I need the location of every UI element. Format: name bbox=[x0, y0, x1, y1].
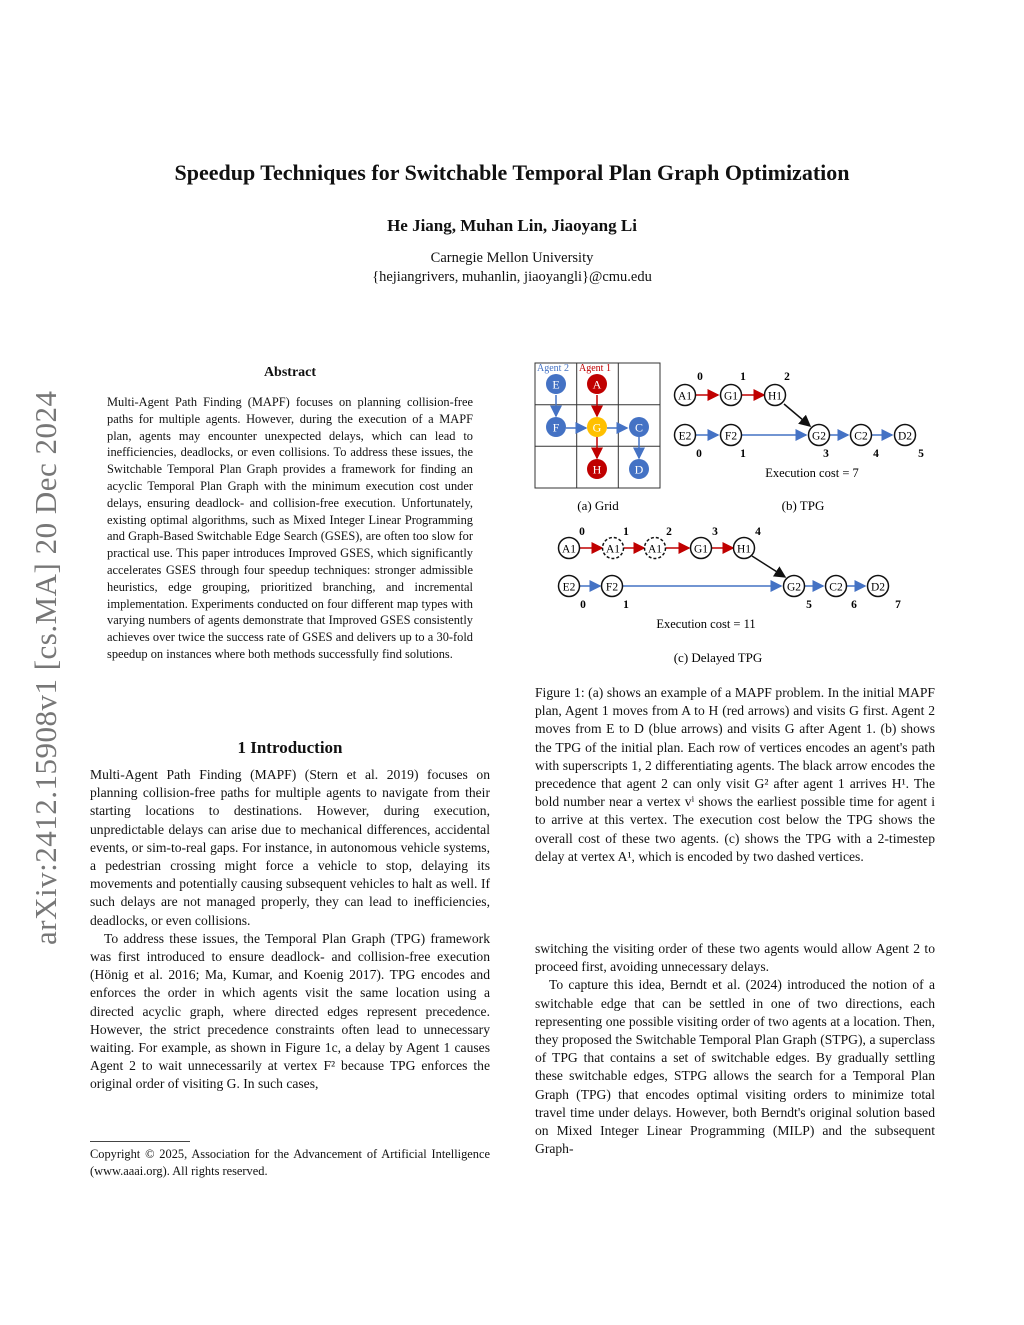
tpg-node-A1: A1 bbox=[677, 390, 693, 403]
right-paragraph-2: To capture this idea, Berndt et al. (2024) introduced the notion of a switchable edge that can be settled in one of two directions, each representing one possible visiting order of two agents at a location. Then, they proposed the Switchable Temporal Plan Graph (STPG), a superclass of TPG that contains a set of switchable edges. By gradually settling these switchable edges, STPG allows the search for a Temporal Plan Graph (TPG) that encodes optimal visiting orders to minimize total travel time under delays. However, both Berndt's original solution based on Mixed Integer Linear Programming (MILP) and the subsequent Graph- bbox=[535, 977, 935, 1157]
tpg-time-G1: 1 bbox=[740, 371, 746, 383]
delayed-time-0: 0 bbox=[579, 526, 585, 538]
tpg-node-C2: C2 bbox=[854, 430, 868, 443]
delayed-node-A1-wait-1: A1 bbox=[605, 543, 621, 556]
tpg-time-D2: 5 bbox=[918, 448, 924, 460]
arxiv-id: arXiv:2412.15908v1 [cs.MA] 20 Dec 2024 bbox=[28, 390, 63, 945]
delayed-tpg-panel bbox=[559, 526, 902, 631]
intro-paragraph-1: Multi-Agent Path Finding (MAPF) (Stern et al. 2019) focuses on planning collision-free paths for multiple agents to navigate from their starting locations to destinations. However, during execution, unpredictable delays can arise due to mechanical differences, accidental events, or sim-to-real gaps. For instance, in autonomous vehicle systems, a pedestrian crossing might force a vehicle to stop, delaying its movements and potentially causing subsequent vehicles to halt as well. If such delays are not managed properly, they can lead to inefficiencies, deadlocks, or even collisions. bbox=[90, 767, 490, 928]
delayed-node-E2: E2 bbox=[562, 581, 576, 594]
tpg-node-F2: F2 bbox=[724, 430, 738, 443]
delayed-node-G1: G1 bbox=[693, 543, 709, 556]
cell-A: A bbox=[592, 377, 602, 392]
delayed-time-G2: 5 bbox=[806, 599, 812, 611]
legend-agent1: Agent 1 bbox=[579, 363, 611, 374]
cell-E: E bbox=[552, 377, 560, 392]
delayed-time-3: 3 bbox=[712, 526, 718, 538]
tpg-panel bbox=[675, 371, 925, 480]
delayed-node-D2: D2 bbox=[870, 581, 886, 594]
right-column-body bbox=[535, 940, 935, 1158]
tpg-node-G2: G2 bbox=[811, 430, 827, 443]
cell-H: H bbox=[592, 462, 602, 477]
arxiv-stamp bbox=[18, 345, 63, 945]
abstract-heading: Abstract bbox=[263, 365, 317, 380]
legend-agent2: Agent 2 bbox=[537, 363, 569, 374]
paper-authors: He Jiang, Muhan Lin, Jiaoyang Li bbox=[387, 216, 637, 235]
grid-panel bbox=[535, 363, 660, 488]
delayed-time-1: 1 bbox=[623, 526, 629, 538]
delayed-node-F2: F2 bbox=[605, 581, 619, 594]
figure-1 bbox=[530, 355, 940, 670]
introduction-heading: 1 Introduction bbox=[237, 738, 343, 757]
tpg-node-H1: H1 bbox=[767, 390, 783, 403]
tpg-time-C2: 4 bbox=[873, 448, 879, 460]
figure-caption: Figure 1: (a) shows an example of a MAPF problem. In the initial MAPF plan, Agent 1 moves from A to H (red arrows) and visits G first. Agent 2 moves from E to D (blue arrows) and visits G after Agent 1. (b) shows the TPG of the initial plan. Each row of vertices encodes an agent's path with superscripts 1, 2 differentiating agents. The black arrow encodes the precedence that agent 2 can only visit G² after agent 1 arrives H¹. The bold number near a vertex vⁱ shows the earliest possible time for agent i to arrive at this vertex. The execution cost below the TPG shows the overall cost of these two agents. (c) shows the TPG with a 2-timestep delay at vertex A¹, which is encoded by two dashed vertices. bbox=[535, 685, 935, 864]
cell-F: F bbox=[552, 420, 560, 435]
delayed-time-4: 4 bbox=[755, 526, 761, 538]
right-paragraph-1: switching the visiting order of these two agents would allow Agent 2 to proceed first, avoiding unnecessary delays. bbox=[535, 941, 935, 975]
tpg-time-H1: 2 bbox=[784, 371, 790, 383]
introduction-body bbox=[90, 766, 490, 1094]
tpg-node-G1: G1 bbox=[723, 390, 739, 403]
figure-1-graphic bbox=[530, 355, 940, 670]
delayed-node-H1: H1 bbox=[736, 543, 752, 556]
delayed-cost: Execution cost = 11 bbox=[656, 617, 756, 631]
tpg-time-A1: 0 bbox=[697, 371, 703, 383]
tpg-cost: Execution cost = 7 bbox=[765, 466, 859, 480]
affiliation: Carnegie Mellon University bbox=[430, 250, 594, 266]
cell-D: D bbox=[634, 462, 644, 477]
delayed-node-A1-wait-2: A1 bbox=[647, 543, 663, 556]
delayed-time-2: 2 bbox=[666, 526, 672, 538]
delayed-time-E2: 0 bbox=[580, 599, 586, 611]
delayed-time-F2: 1 bbox=[623, 599, 629, 611]
delayed-time-C2: 6 bbox=[851, 599, 857, 611]
author-emails: {hejiangrivers, muhanlin, jiaoyangli}@cmu.edu bbox=[372, 269, 652, 285]
caption-c: (c) Delayed TPG bbox=[673, 650, 763, 665]
abstract-text: Multi-Agent Path Finding (MAPF) focuses on planning collision-free paths for multiple agents. However, during the execution of a MAPF plan, agents may encounter unexpected delays, which can lead to inefficiencies, deadlocks, or even collisions. To address these issues, the Switchable Temporal Plan Graph provides a framework for finding an acyclic Temporal Plan Graph with the minimum execution cost under delays, ensuring deadlock- and collision-free execution. Unfortunately, existing optimal algorithms, such as Mixed Integer Linear Programming and Graph-Based Switchable Edge Search (GSES), are often too slow for practical use. This paper introduces Improved GSES, which significantly accelerates GSES through four speedup techniques: stronger admissible heuristics, edge grouping, prioritized branching, and incremental implementation. Experiments conducted on four different map types with varying numbers of agents demonstrate that Improved GSES consistently achieves over twice the success rate of GSES and delivers up to a 30-fold speedup on instances where both methods successfully find solutions. bbox=[107, 395, 473, 661]
cell-G: G bbox=[592, 420, 602, 435]
caption-a: (a) Grid bbox=[577, 498, 619, 513]
tpg-time-E2: 0 bbox=[696, 448, 702, 460]
cell-C: C bbox=[634, 420, 644, 435]
intro-paragraph-2: To address these issues, the Temporal Plan Graph (TPG) framework was first introduced to ensure deadlock- and collision-free execution (Hönig et al. 2016; Ma, Kumar, and Koenig 2017). TPG encodes and enforces the order in which agents visit the same location using a directed acyclic graph, where directed edges represent precedence. However, the strict precedence constraints often lead to unnecessary waiting. For example, as shown in Figure 1c, a delay by Agent 1 causes Agent 2 to wait unnecessarily at vertex F² because TPG enforces the original order of visiting G. In such cases, bbox=[90, 930, 490, 1092]
tpg-time-G2: 3 bbox=[823, 448, 829, 460]
footnote-rule bbox=[90, 1141, 190, 1142]
delayed-time-D2: 7 bbox=[895, 599, 901, 611]
tpg-time-F2: 1 bbox=[740, 448, 746, 460]
caption-b: (b) TPG bbox=[781, 498, 825, 513]
tpg-node-D2: D2 bbox=[897, 430, 913, 443]
copyright-footnote: Copyright © 2025, Association for the Advancement of Artificial Intelligence (www.aaai.org). All rights reserved. bbox=[90, 1147, 490, 1178]
tpg-node-E2: E2 bbox=[678, 430, 692, 443]
affiliation-block bbox=[0, 249, 1024, 287]
paper-title: Speedup Techniques for Switchable Temporal Plan Graph Optimization bbox=[174, 160, 850, 185]
delayed-node-C2: C2 bbox=[829, 581, 843, 594]
delayed-node-G2: G2 bbox=[786, 581, 802, 594]
delayed-node-A1: A1 bbox=[561, 543, 577, 556]
